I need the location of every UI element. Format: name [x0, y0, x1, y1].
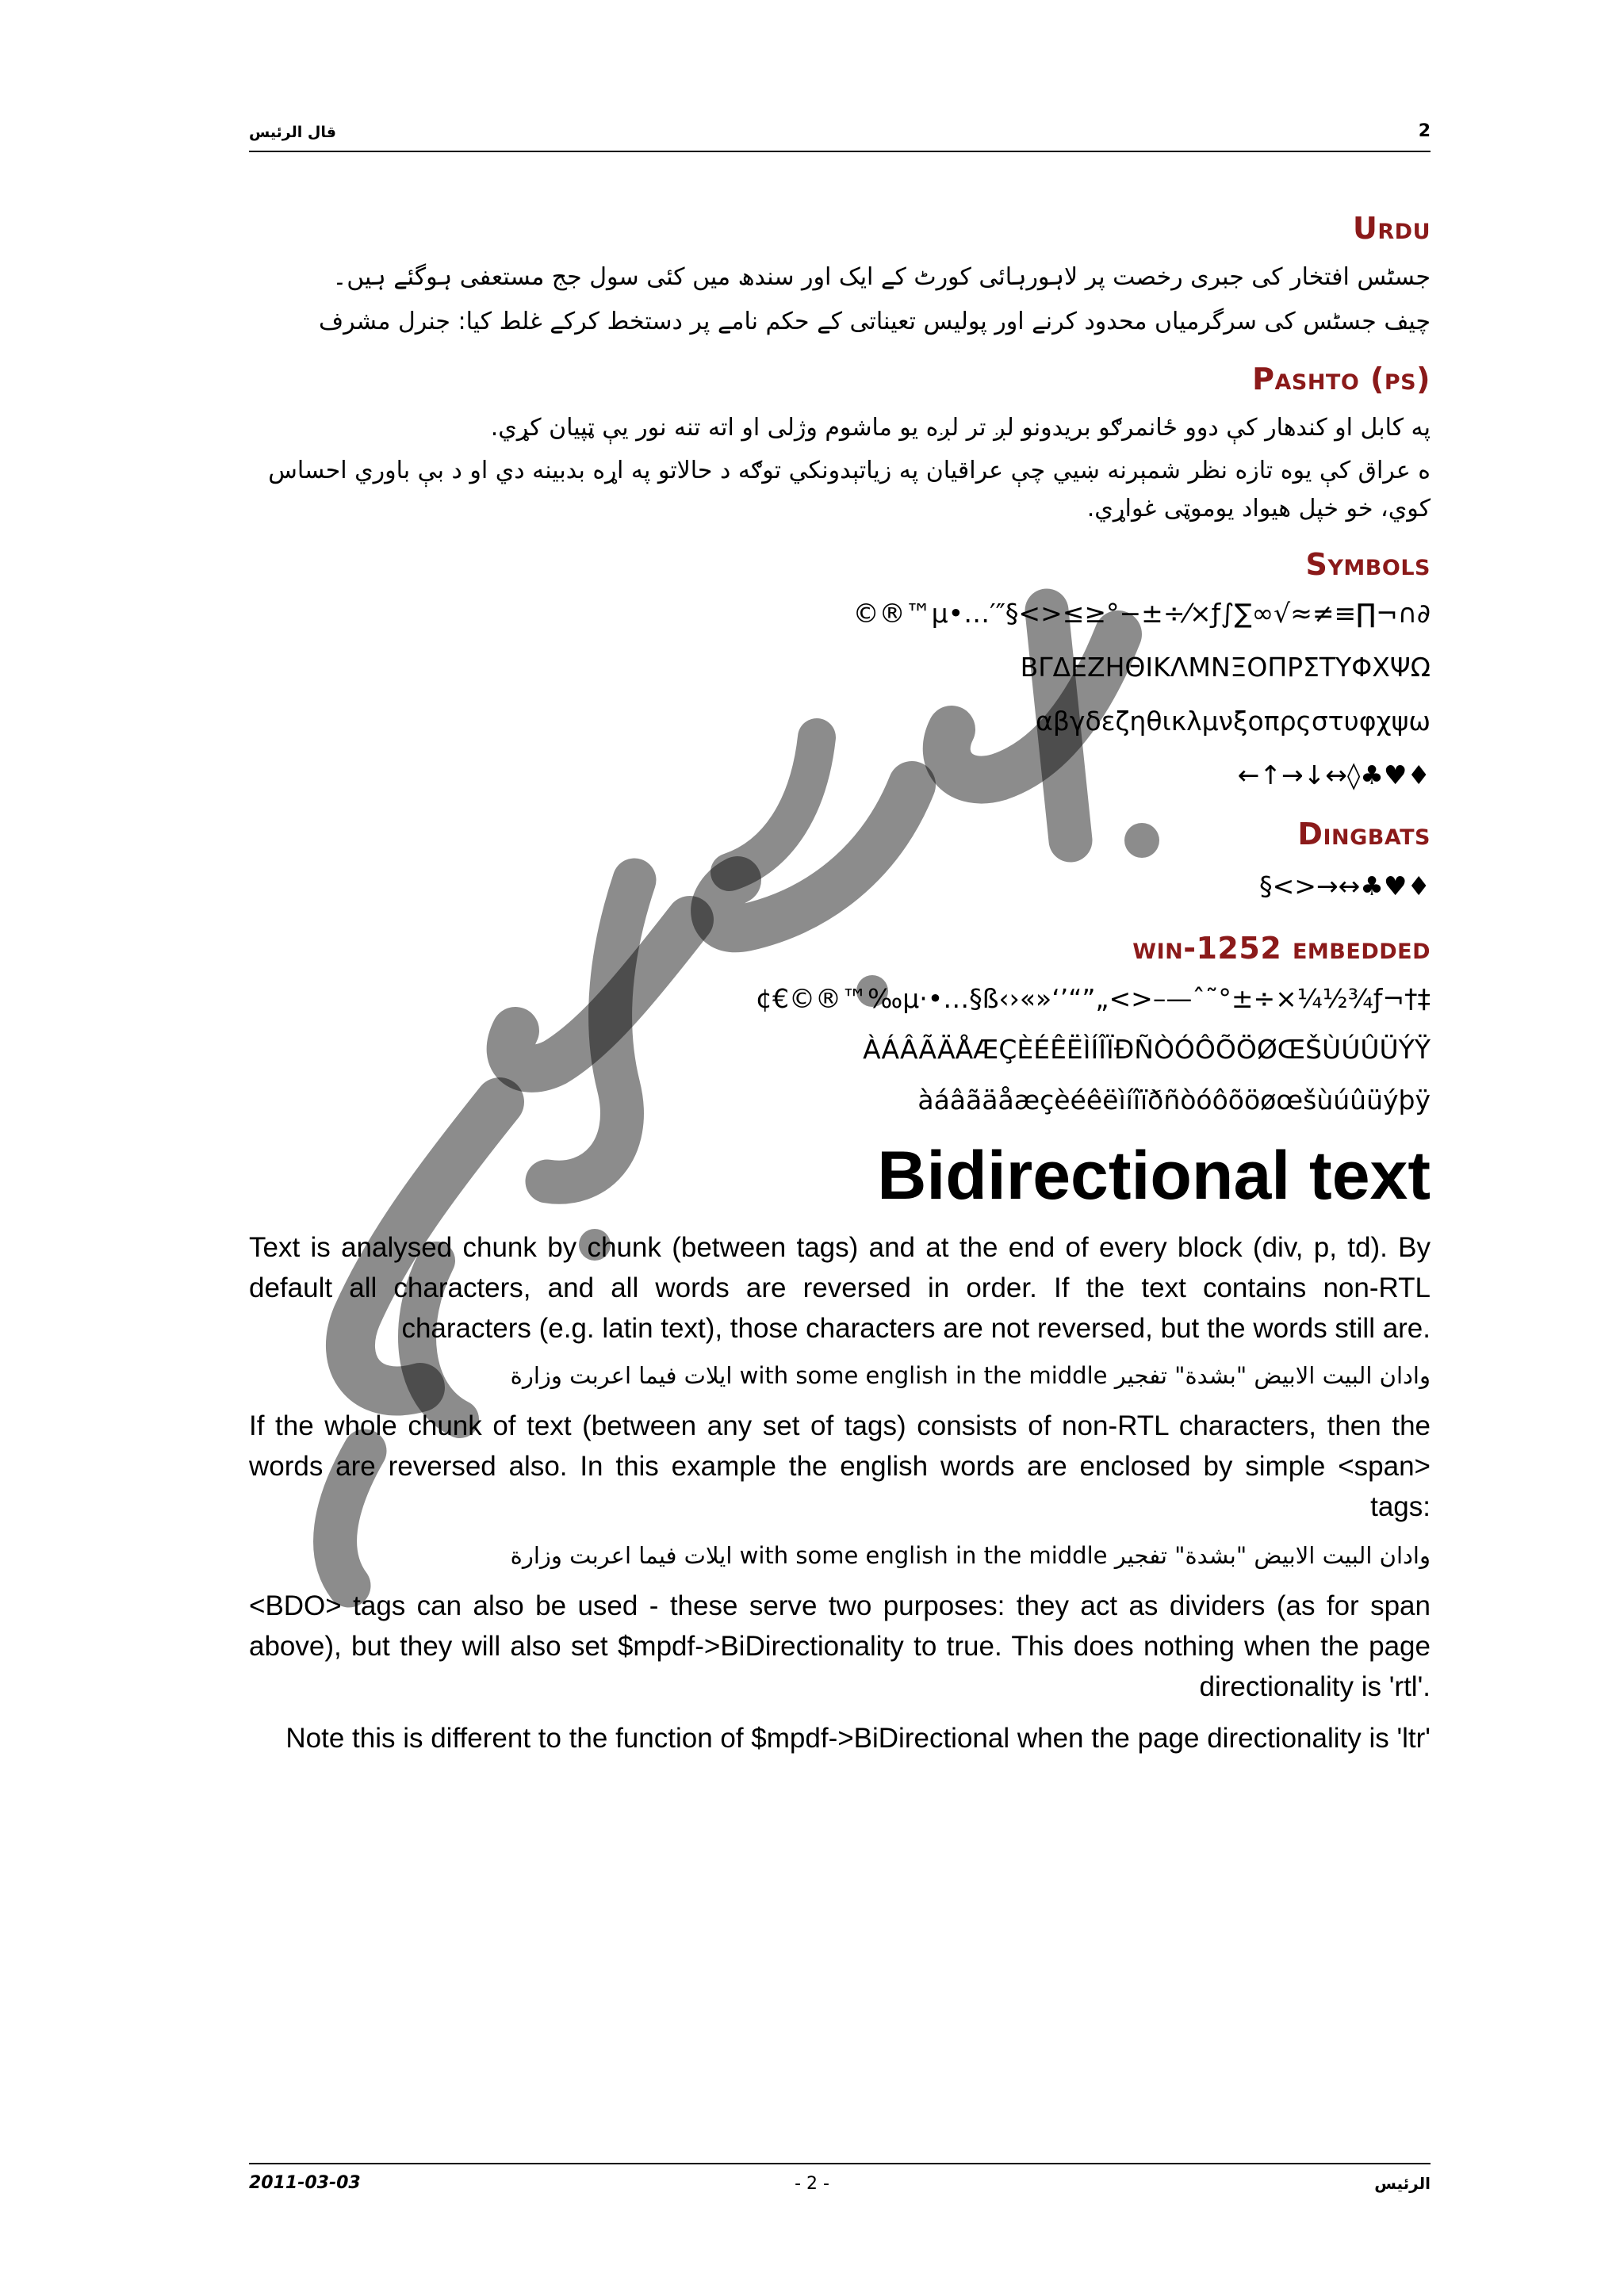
header-page-number: 2 — [1418, 121, 1431, 141]
footer-date: 2011-03-03 — [249, 2173, 361, 2193]
heading-dingbats: Dingbats — [1297, 817, 1431, 851]
bidi-paragraph: If the whole chunk of text (between any set of tags) consists of non-RTL characters, then the words are reversed also. In this example the english words are enclosed by simple <span> tags: — [249, 1410, 1431, 1522]
footer-rule — [249, 2163, 1431, 2164]
heading-urdu: Urdu — [1353, 211, 1431, 246]
arrows-suits-line: ←↑→↓↔◊♣♥♦ — [1237, 760, 1431, 790]
greek-uppercase-line: ΒΓΔΕΖΗΘΙΚΛΜΝΞΟΠΡΣΤΥΦΧΨΩ — [1020, 652, 1431, 683]
greek-lowercase-line: αβγδεζηθικλμνξοπρςστυφχψω — [1036, 706, 1431, 737]
heading-win1252: win-1252 embedded — [1132, 931, 1431, 966]
header-rule — [249, 151, 1431, 152]
footer-page-number: - 2 - — [795, 2174, 829, 2194]
mixed-direction-line: وادان البيت الابيض "بشدة" تفجير with some english in the middle ايلات فيما اعربت وزارة — [510, 1362, 1431, 1389]
win1252-line: ÀÁÂÃÄÅÆÇÈÉÊËÌÍÎÏÐÑÒÓÔÕÖØŒŠÙÚÛÜÝŸ — [863, 1034, 1431, 1065]
dingbats-line: §<>→↔♣♥♦ — [1259, 871, 1431, 901]
bidi-paragraph: Text is analysed chunk by chunk (between tags) and at the end of every block (div, p, td). By default all characters, and all words are reversed in order. If the text contains non-RTL characters (e.g. latin text), those characters are not reversed, but the words still are. — [249, 1232, 1431, 1344]
win1252-line: àáâãäåæçèéêëìíîïðñòóôõöøœšùúûüýþÿ — [917, 1085, 1431, 1115]
bidi-paragraph: Note this is different to the function of $mpdf->BiDirectional when the page directionality is 'ltr' — [285, 1723, 1431, 1754]
footer-name: الرئيس — [1374, 2174, 1431, 2193]
bidi-paragraph: <BDO> tags can also be used - these serve two purposes: they act as dividers (as for span above), but they will also set $mpdf->BiDirectionality to true. This does nothing when the page directionality is 'rtl'. — [249, 1590, 1431, 1702]
mixed-direction-line: وادان البيت الابيض "بشدة" تفجير with some english in the middle ايلات فيما اعربت وزارة — [510, 1542, 1431, 1569]
page-title: Bidirectional text — [877, 1138, 1431, 1214]
win1252-line: ¢€©®™‰µ·•…§ß‹›«»‘’“”„<>–—ˆ˜°±÷×¼½¾ƒ¬†‡ — [755, 983, 1431, 1014]
header-title: قال الرئيس — [249, 124, 336, 141]
main-content — [249, 198, 1431, 1758]
symbols-line: ©®™µ•…′″§<>≤≥°−±÷⁄×ƒ∫∑∞√≈≠≡∏¬∩∂ — [852, 598, 1431, 629]
pashto-line: په کابل او کندهار کې دوو ځانمرګو بريدونو لږ تر لږه يو ماشوم وژلی او اته تنه نور يې ټپيان کړي. — [490, 414, 1431, 442]
heading-pashto: Pashto (ps) — [1252, 362, 1431, 396]
urdu-line: جسٹس افتخار کی جبری رخصت پر لاہورہائی کورٹ کے ایک اور سندھ میں کئی سول جج مستعفی ہوگئے ہیں۔ — [332, 263, 1431, 291]
pashto-line: ه عراق کې يوه تازه نظر شمېرنه ښيي چې عراقيان په زياتېدونکي توګه د حالاتو په اړه بدبينه دي او د بې باوري احساس کوي، خو خپل هيواد يوموټی غواړي. — [268, 457, 1431, 522]
urdu-line: چیف جسٹس کی سرگرمیاں محدود کرنے اور پولیس تعیناتی کے حکم نامے پر دستخط کرکے غلط کیا: جنرل مشرف — [318, 308, 1431, 335]
heading-symbols: Symbols — [1305, 547, 1431, 582]
